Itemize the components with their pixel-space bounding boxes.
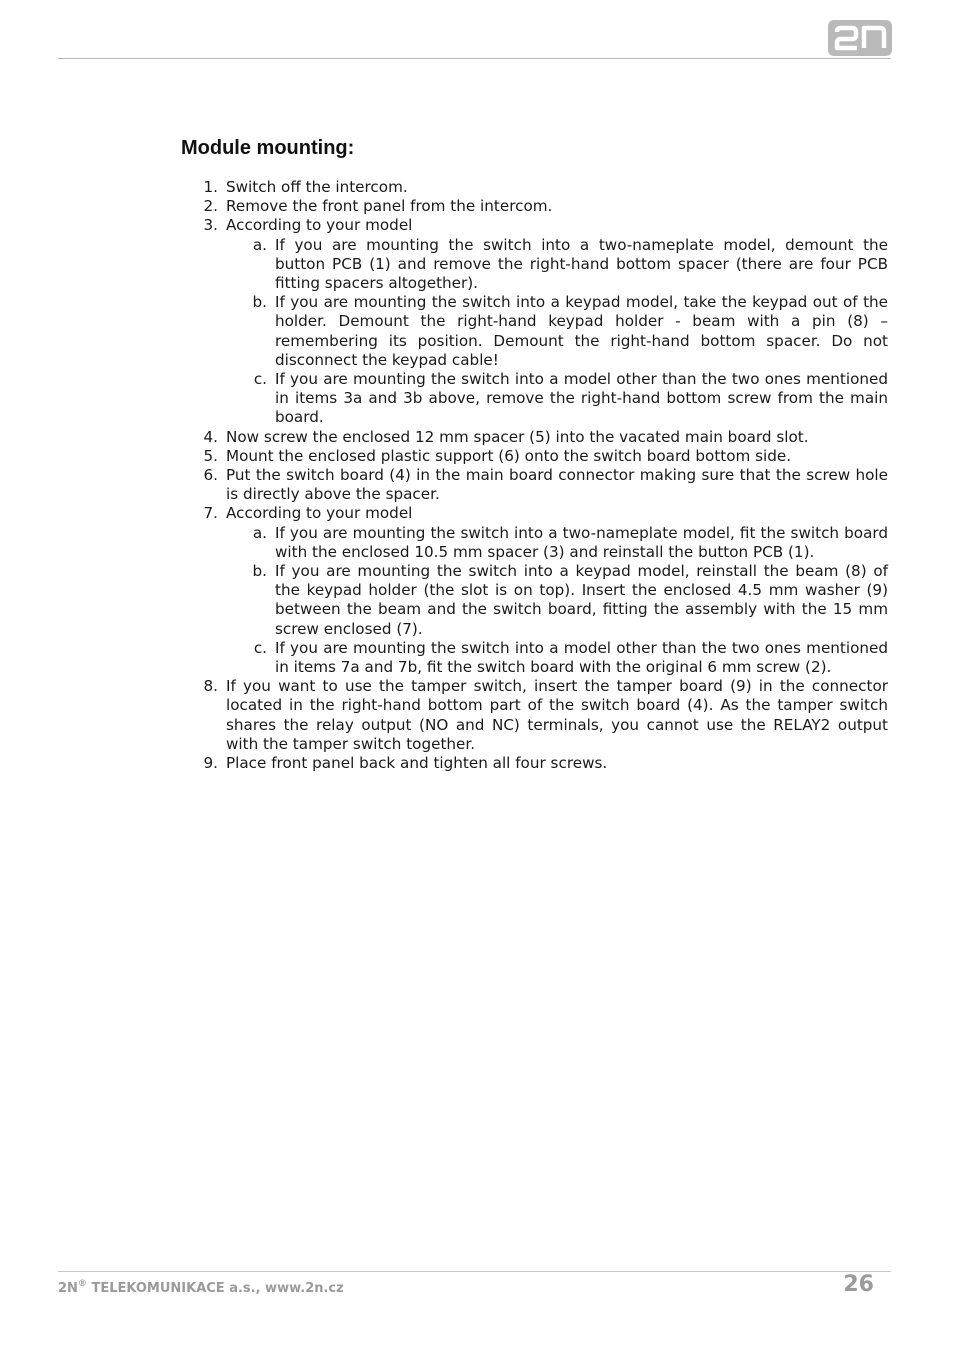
list-item-text: Put the switch board (4) in the main board connector making sure that the screw hole is directly above the spacer. (226, 466, 888, 504)
list-number: 3. (203, 216, 218, 235)
sub-list-item-text: If you are mounting the switch into a model other than the two ones mentioned in items 7a and 7b, fit the switch board with the original 6 mm screw (2). (275, 638, 888, 677)
sub-list-item-text: If you are mounting the switch into a keypad model, reinstall the beam (8) of the keypad holder (the slot is on top). Insert the enclosed 4.5 mm washer (9) between the beam and the switch board, fitting the assembly with the 15 mm screw enclosed (7). (275, 562, 888, 638)
sub-list-letter: a. (252, 235, 267, 254)
2n-logo (828, 20, 892, 56)
list-item-text: According to your model (226, 504, 413, 523)
list-item (203, 466, 888, 504)
list-item (203, 178, 888, 197)
list-item-text: Remove the front panel from the intercom. (226, 197, 553, 216)
list-item (203, 427, 888, 447)
sub-list-item-text: If you are mounting the switch into a two-nameplate model, demount the button PCB (1) and remove the right-hand bottom spacer (there are four PCB fitting spacers altogether). (275, 235, 888, 293)
page-number: 26 (843, 1272, 874, 1297)
sub-list-letter: c. (253, 370, 267, 389)
list-item (203, 216, 888, 235)
footer-divider (58, 1271, 891, 1272)
footer-company (58, 1279, 344, 1296)
sub-list-item (253, 638, 888, 677)
list-item-text: Place front panel back and tighten all four screws. (226, 754, 608, 773)
header-divider (58, 58, 891, 59)
section-title: Module mounting: (181, 137, 355, 159)
list-number: 1. (203, 178, 218, 196)
list-item (203, 446, 888, 466)
sub-list-item (252, 235, 888, 294)
footer-company-text: TELEKOMUNIKACE a.s., www.2n.cz (86, 1281, 344, 1296)
list-number: 5. (203, 446, 218, 465)
sub-list-item-text: If you are mounting the switch into a keypad model, take the keypad out of the holder. Demount the right-hand keypad holder - beam with a pin (8) – remembering its position. Demount the right-hand bottom spacer. Do not disconnect the keypad cable! (275, 293, 888, 369)
sub-list-letter: b. (252, 562, 267, 581)
sub-list-letter: b. (252, 293, 267, 312)
list-item-text: According to your model (226, 216, 413, 235)
list-item-text: Now screw the enclosed 12 mm spacer (5) into the vacated main board slot. (226, 427, 809, 446)
sub-list-item (252, 293, 888, 370)
list-number: 6. (203, 466, 218, 485)
list-item (203, 754, 888, 773)
list-number: 7. (203, 504, 218, 523)
sub-list-letter: c. (253, 638, 267, 657)
sub-list-item (253, 370, 888, 428)
list-number: 4. (203, 427, 218, 446)
list-number: 2. (203, 197, 218, 216)
registered-mark: ® (77, 1279, 87, 1289)
list-item-text: Switch off the intercom. (226, 178, 408, 196)
list-item-text: Mount the enclosed plastic support (6) onto the switch board bottom side. (226, 446, 792, 465)
list-item (203, 504, 888, 523)
sub-list-letter: a. (252, 523, 267, 542)
list-item (203, 197, 888, 216)
sub-list-item-text: If you are mounting the switch into a two-nameplate model, fit the switch board with the enclosed 10.5 mm spacer (3) and reinstall the button PCB (1). (275, 523, 888, 561)
sub-list-item (252, 523, 888, 562)
list-item-text: If you want to use the tamper switch, insert the tamper board (9) in the connector located in the right-hand bottom part of the switch board (4). As the tamper switch shares the relay output (NO and NC) terminals, you cannot use the RELAY2 output with the tamper switch together. (226, 677, 888, 753)
mounting-steps-list (203, 178, 888, 773)
list-item (203, 677, 888, 754)
footer-brand: 2N (58, 1281, 78, 1296)
sub-list-item-text: If you are mounting the switch into a model other than the two ones mentioned in items 3a and 3b above, remove the right-hand bottom screw from the main board. (275, 370, 888, 427)
sub-list-item (252, 562, 888, 639)
list-number: 9. (203, 754, 218, 773)
list-number: 8. (203, 677, 218, 696)
